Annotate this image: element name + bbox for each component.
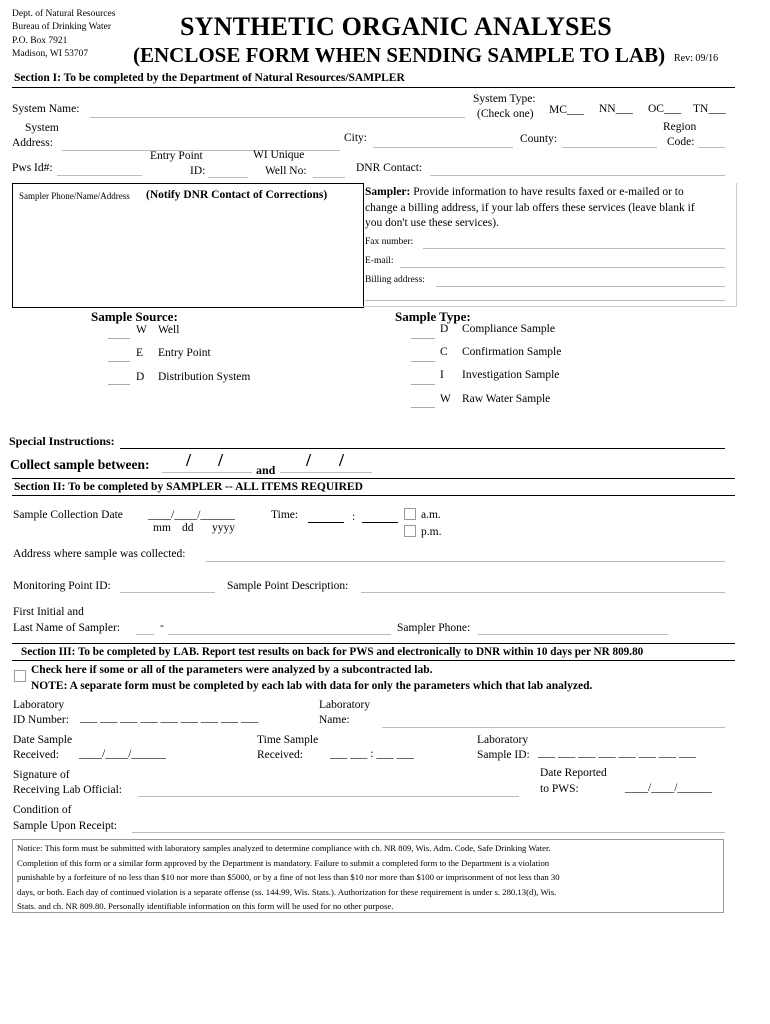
date-received-label-2: Received: <box>13 749 59 761</box>
condition-label-1: Condition of <box>13 804 72 816</box>
wi-unique-label-1: WI Unique <box>253 149 305 161</box>
date-reported-label-2: to PWS: <box>540 783 579 795</box>
condition-field[interactable] <box>132 832 725 833</box>
source-w-label: Well <box>158 324 180 336</box>
source-w-code: W <box>136 324 147 336</box>
region-code-field[interactable] <box>698 147 725 148</box>
subcontract-checkbox[interactable] <box>14 670 26 682</box>
county-field[interactable] <box>562 147 657 148</box>
sampler-box-note: (Notify DNR Contact of Corrections) <box>146 189 328 201</box>
lab-name-field[interactable] <box>382 727 725 728</box>
type-d-blank[interactable] <box>411 338 435 339</box>
type-i-code: I <box>440 369 444 381</box>
section-divider <box>12 660 735 661</box>
form-subtitle: (ENCLOSE FORM WHEN SENDING SAMPLE TO LAB) <box>133 43 666 67</box>
signature-label-1: Signature of <box>13 769 70 781</box>
section-divider <box>12 478 735 479</box>
type-w-blank[interactable] <box>411 407 435 408</box>
date-reported-label-1: Date Reported <box>540 767 607 779</box>
date-received-field[interactable]: ____/____/______ <box>79 748 166 760</box>
lab-id-label-2: ID Number: <box>13 714 69 726</box>
sample-point-desc-field[interactable] <box>361 592 725 593</box>
first-initial-label: First Initial and <box>13 606 84 618</box>
lab-sample-label-1: Laboratory <box>477 734 529 746</box>
collect-start-slash-2: / <box>218 450 224 470</box>
section-divider <box>12 87 735 88</box>
email-label: E-mail: <box>365 256 394 266</box>
agency-line-3: P.O. Box 7921 <box>12 36 68 46</box>
section-1-header: Section I: To be completed by the Department of Natural Resources/SAMPLER <box>14 72 405 84</box>
pm-checkbox[interactable] <box>404 525 416 537</box>
system-name-label: System Name: <box>12 103 80 115</box>
collect-start-slash-1: / <box>186 450 192 470</box>
type-w-label: Raw Water Sample <box>462 393 551 405</box>
section-2-header: Section II: To be completed by SAMPLER -- ALL ITEMS REQUIRED <box>14 481 363 493</box>
am-checkbox[interactable] <box>404 508 416 520</box>
notice-line: Stats. and ch. NR 809.80. Personally identifiable information on this form will be used for no other purpose. <box>17 901 394 911</box>
address-collected-label: Address where sample was collected: <box>13 548 186 560</box>
type-i-blank[interactable] <box>411 384 435 385</box>
notice-line: Completion of this form or a similar form approved by the Department is mandatory. Failure to submit a completed form to the Department is a violation <box>17 857 550 868</box>
collect-end-slash-1: / <box>306 450 312 470</box>
dnr-contact-label: DNR Contact: <box>356 162 423 174</box>
type-i-label: Investigation Sample <box>462 369 560 381</box>
sampler-phone-label: Sampler Phone: <box>397 622 471 634</box>
section-3-header: Section III: To be completed by LAB. Report test results on back for PWS and electronically to DNR within 10 days per NR 809.80 <box>21 646 644 658</box>
section-divider <box>12 495 735 496</box>
type-c-code: C <box>440 346 448 358</box>
system-type-label: System Type: <box>473 93 536 105</box>
system-address-label-1: System <box>25 122 59 134</box>
lab-id-label-1: Laboratory <box>13 699 65 711</box>
agency-line-1: Dept. of Natural Resources <box>12 9 116 19</box>
date-reported-field[interactable]: ____/____/______ <box>625 782 712 794</box>
type-d-code: D <box>440 323 449 335</box>
and-label: and <box>256 463 276 477</box>
sampler-phone-field[interactable] <box>478 634 668 635</box>
system-name-field[interactable] <box>90 117 465 118</box>
region-label-2: Code: <box>667 136 695 148</box>
type-d-label: Compliance Sample <box>462 323 555 335</box>
source-e-code: E <box>136 347 144 359</box>
type-c-blank[interactable] <box>411 361 435 362</box>
city-field[interactable] <box>373 147 513 148</box>
type-c-label: Confirmation Sample <box>462 346 562 358</box>
special-instructions-label: Special Instructions: <box>9 434 115 448</box>
last-name-label: Last Name of Sampler: <box>13 622 120 634</box>
time-colon: : <box>352 511 356 523</box>
special-instructions-field[interactable] <box>120 448 725 449</box>
time-minute-field[interactable] <box>362 522 398 523</box>
check-one-label: (Check one) <box>477 108 534 120</box>
region-label-1: Region <box>663 121 697 133</box>
signature-field[interactable] <box>138 796 519 797</box>
time-received-label-1: Time Sample <box>257 734 319 746</box>
time-label: Time: <box>271 509 299 521</box>
lab-id-field[interactable]: ___ ___ ___ ___ ___ ___ ___ ___ ___ <box>80 712 259 724</box>
collect-between-label: Collect sample between: <box>10 457 150 472</box>
system-type-oc[interactable]: OC___ <box>648 103 682 115</box>
notice-line: punishable by a forfeiture of no less than $10 nor more than $5000, or by a fine of not less than $10 nor more than $100 or imprisonment of not less than 30 <box>17 872 560 882</box>
agency-line-2: Bureau of Drinking Water <box>12 22 112 32</box>
entry-point-label-2: ID: <box>190 165 206 177</box>
sample-type-title: Sample Type: <box>395 309 471 324</box>
entry-point-label-1: Entry Point <box>150 150 203 162</box>
dd-label: dd <box>182 522 194 534</box>
sampler-info-line-1: Sampler: Provide information to have results faxed or e-mailed or to <box>365 186 684 198</box>
city-label: City: <box>344 132 368 144</box>
pm-label: p.m. <box>421 526 442 538</box>
wi-unique-label-2: Well No: <box>265 165 307 177</box>
form-title: SYNTHETIC ORGANIC ANALYSES <box>180 12 612 41</box>
email-field[interactable] <box>400 267 725 268</box>
source-d-label: Distribution System <box>158 371 251 383</box>
pws-id-label: Pws Id#: <box>12 162 53 174</box>
time-received-field[interactable]: ___ ___ : ___ ___ <box>330 748 414 760</box>
last-name-field[interactable] <box>168 634 391 635</box>
mm-label: mm <box>153 522 171 534</box>
dnr-contact-field[interactable] <box>430 175 725 176</box>
source-e-blank[interactable] <box>108 361 130 362</box>
monitoring-point-field[interactable] <box>120 592 215 593</box>
address-collected-field[interactable] <box>206 561 725 562</box>
sampler-box-label: Sampler Phone/Name/Address <box>19 191 130 201</box>
first-initial-field[interactable] <box>136 634 154 635</box>
system-type-mc[interactable]: MC___ <box>549 104 585 116</box>
source-w-blank[interactable] <box>108 338 130 339</box>
source-d-code: D <box>136 371 145 383</box>
monitoring-point-label: Monitoring Point ID: <box>13 580 111 592</box>
billing-label: Billing address: <box>365 275 425 285</box>
county-label: County: <box>520 133 558 145</box>
fax-label: Fax number: <box>365 237 414 247</box>
signature-label-2: Receiving Lab Official: <box>13 784 122 796</box>
notice-text <box>17 841 560 914</box>
lab-sample-field[interactable]: ___ ___ ___ ___ ___ ___ ___ ___ <box>538 747 697 759</box>
lab-sample-label-2: Sample ID: <box>477 749 530 761</box>
sampler-address-box[interactable] <box>12 183 364 308</box>
section-divider <box>12 643 735 644</box>
fax-field[interactable] <box>423 248 725 249</box>
source-e-label: Entry Point <box>158 347 211 359</box>
collect-end-field[interactable] <box>280 472 372 473</box>
time-hour-field[interactable] <box>308 522 344 523</box>
yyyy-label: yyyy <box>212 522 235 534</box>
sample-source-title: Sample Source: <box>91 309 178 324</box>
type-w-code: W <box>440 393 451 405</box>
system-type-tn[interactable]: TN___ <box>693 103 726 115</box>
notice-line: days, or both. Each day of continued violation is a separate offense (ss. 144.99, Wis. Stats.). Authorization for these requirement is under s. 280.13(d), Wis. <box>17 886 557 897</box>
notice-line: Notice: This form must be submitted with laboratory samples analyzed to determine compliance with ch. NR 809, Wis. Adm. Code, Safe Drinking Water. <box>17 843 551 853</box>
separate-form-note: NOTE: A separate form must be completed by each lab with data for only the parameters which that lab analyzed. <box>31 680 593 692</box>
lab-name-label-2: Name: <box>319 714 350 726</box>
am-label: a.m. <box>421 509 441 521</box>
revision: Rev: 09/16 <box>674 53 719 64</box>
wi-unique-field[interactable] <box>313 177 345 178</box>
billing-field-2[interactable] <box>365 300 725 301</box>
subcontract-label: Check here if some or all of the parameters were analyzed by a subcontracted lab. <box>31 664 433 676</box>
source-d-blank[interactable] <box>108 384 130 385</box>
date-received-label-1: Date Sample <box>13 734 73 746</box>
collection-date-label: Sample Collection Date <box>13 509 123 521</box>
time-received-label-2: Received: <box>257 749 303 761</box>
pws-id-field[interactable] <box>57 175 142 176</box>
condition-label-2: Sample Upon Receipt: <box>13 820 118 832</box>
collection-date-field[interactable]: ____/____/______ <box>148 509 235 521</box>
name-dash: - <box>160 620 164 632</box>
system-type-nn[interactable]: NN___ <box>599 103 633 115</box>
sampler-info-line-3: you don't use these services). <box>365 217 499 229</box>
entry-point-field[interactable] <box>208 177 248 178</box>
collect-start-field[interactable] <box>162 472 252 473</box>
system-address-label-2: Address: <box>12 137 53 149</box>
billing-field[interactable] <box>436 286 725 287</box>
collect-end-slash-2: / <box>339 450 345 470</box>
lab-name-label-1: Laboratory <box>319 699 371 711</box>
agency-line-4: Madison, WI 53707 <box>12 49 89 59</box>
sampler-info-line-2: change a billing address, if your lab offers these services (leave blank if <box>365 202 695 214</box>
sample-point-desc-label: Sample Point Description: <box>227 580 349 592</box>
